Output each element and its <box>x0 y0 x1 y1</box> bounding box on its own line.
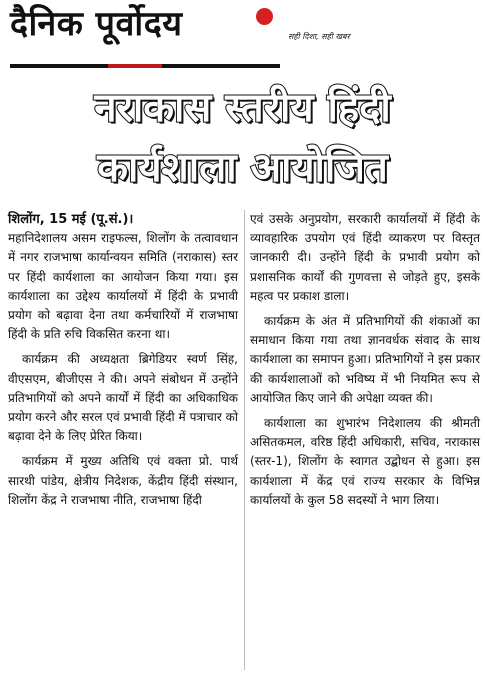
article-paragraph: कार्यक्रम में मुख्य अतिथि एवं वक्ता प्रो. पार्थ सारथी पांडेय, क्षेत्रीय निदेशक, केंद्रीय हिंदी संस्थान, शिलोंग केंद्र ने राजभाषा नीति, राजभाषा हिंदी <box>8 454 238 507</box>
article-column-left <box>8 210 238 516</box>
masthead <box>0 0 485 72</box>
dateline: शिलोंग, 15 मई (पू.सं.)। <box>8 212 134 227</box>
article-paragraph: कार्यक्रम के अंत में प्रतिभागियों की शंकाओं का समाधान किया गया तथा ज्ञानवर्धक संवाद के साथ कार्यशाला का समापन हुआ। प्रतिभागियों ने इस प्रकार की कार्यशालाओं को भविष्य में भी नियमित रूप से आयोजित किए जाने की अपेक्षा व्यक्त की। <box>250 314 480 405</box>
headline-line-1: नराकास स्तरीय हिंदी <box>94 85 391 131</box>
column-divider <box>244 210 245 670</box>
newspaper-tagline: सही दिशा, सही खबर <box>288 32 350 41</box>
article-paragraph: एवं उसके अनुप्रयोग, सरकारी कार्यालयों में हिंदी के व्यावहारिक उपयोग एवं हिंदी व्याकरण पर विस्तृत जानकारी दी। उन्होंने हिंदी के प्रभावी प्रयोग को प्रशासनिक कार्यों की गुणवत्ता से जोड़ते हुए, इसके महत्व पर प्रकाश डाला। <box>250 212 480 303</box>
masthead-red-dot-icon <box>256 8 273 25</box>
masthead-red-rule <box>108 64 162 68</box>
article-body <box>8 210 478 670</box>
article-headline <box>0 78 485 198</box>
newspaper-name: दैनिक पूर्वोदय <box>10 4 183 44</box>
article-column-right <box>250 210 480 516</box>
article-paragraph: कार्यक्रम की अध्यक्षता ब्रिगेडियर स्वर्ण सिंह, वीएसएम, बीजीएस ने की। अपने संबोधन में उन्होंने प्रतिभागियों को अपने कार्यों में हिंदी का अधिकाधिक प्रयोग करने और सरल एवं प्रभावी हिंदी में पत्राचार को बढ़ावा देने के लिए प्रेरित किया। <box>8 352 238 444</box>
article-paragraph: कार्यशाला का शुभारंभ निदेशालय की श्रीमती असितकमल, वरिष्ठ हिंदी अधिकारी, सचिव, नराकास (स्तर-1), शिलोंग के स्वागत उद्बोधन से हुआ। इस कार्यशाला में केंद्र एवं राज्य सरकार के विभिन्न कार्यालयों के कुल 58 सदस्यों ने भाग लिया। <box>250 416 480 507</box>
article-paragraph: शिलोंग, 15 मई (पू.सं.)। महानिदेशालय असम राइफल्स, शिलोंग के तत्वावधान में नगर राजभाषा कार्यान्वयन समिति (नराकास) स्तर पर हिंदी कार्यशाला का आयोजन किया गया। इस कार्यशाला का उद्देश्य कार्यालयों में हिंदी के प्रभावी प्रयोग को बढ़ावा देना तथा कर्मचारियों में राजभाषा हिंदी के प्रति रुचि विकसित करना था। <box>8 212 238 342</box>
headline-line-2: कार्यशाला आयोजित <box>97 145 388 191</box>
